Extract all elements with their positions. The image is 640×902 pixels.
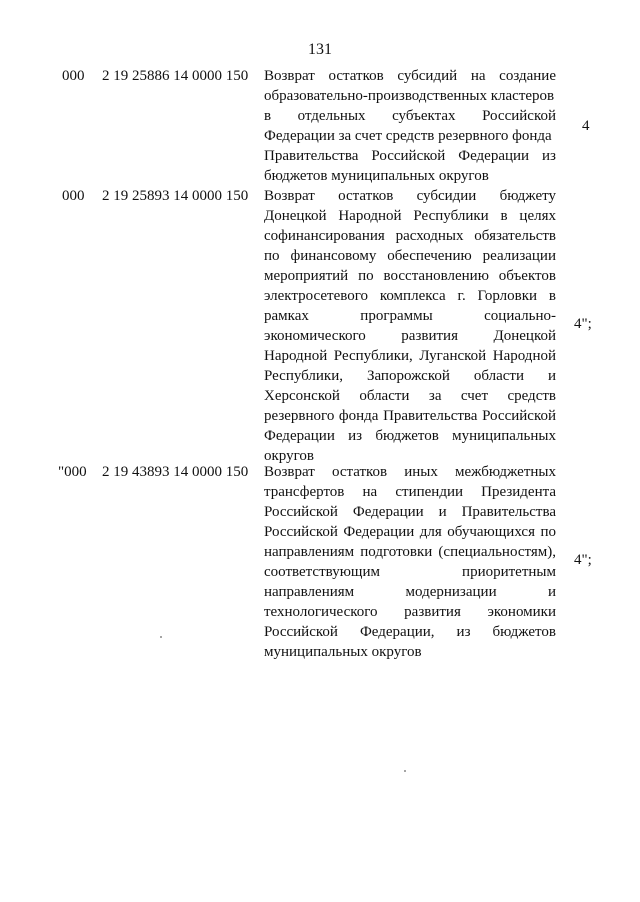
description-line: муниципальных округов	[264, 644, 422, 660]
description-line: в отдельных субъектах Российской	[264, 108, 556, 124]
description-line: Республики, Запорожской области и	[264, 368, 556, 384]
description-line: софинансирования расходных обязательств	[264, 228, 556, 244]
description-line: Федерации за счет средств резервного фонда	[264, 128, 552, 144]
admin-code: 000	[62, 68, 85, 84]
description-line: мероприятий по восстановлению объектов	[264, 268, 556, 284]
description-line: Российской Федерации и Правительства	[264, 504, 556, 520]
budget-classification-code: 2 19 25886 14 0000 150	[102, 68, 249, 84]
description-line: соответствующим приоритетным	[264, 564, 556, 580]
description-line: Возврат остатков иных межбюджетных	[264, 464, 556, 480]
admin-code: 000	[62, 188, 85, 204]
description-line: Федерации из бюджетов муниципальных	[264, 428, 556, 444]
scan-speck	[404, 770, 406, 772]
description-line: рамках программы социально-	[264, 308, 556, 324]
description-line: округов	[264, 448, 314, 464]
description-line: Херсонской области за счет средств	[264, 388, 556, 404]
description-line: образовательно-производственных кластеров	[264, 88, 555, 104]
revenue-description	[264, 462, 556, 662]
admin-code: "000	[58, 464, 87, 480]
description-line: направлениям модернизации и	[264, 584, 556, 600]
value-cell: 4";	[574, 552, 592, 568]
value-cell: 4";	[574, 316, 592, 332]
description-line: Российской Федерации для обучающихся по	[264, 524, 556, 540]
description-line: экономического развития Донецкой	[264, 328, 556, 344]
description-line: Правительства Российской Федерации из	[264, 148, 556, 164]
description-line: электросетевого комплекса г. Горловки в	[264, 288, 556, 304]
description-line: бюджетов муниципальных округов	[264, 168, 489, 184]
budget-classification-code: 2 19 25893 14 0000 150	[102, 188, 249, 204]
description-line: технологического развития экономики	[264, 604, 556, 620]
description-line: трансфертов на стипендии Президента	[264, 484, 556, 500]
scan-speck	[160, 636, 162, 638]
description-line: направлениям подготовки (специальностям),	[264, 544, 556, 560]
page-number: 131	[308, 41, 332, 58]
description-line: Возврат остатков субсидии бюджету	[264, 188, 556, 204]
description-line: по финансовому обеспечению реализации	[264, 248, 556, 264]
value-cell: 4	[582, 118, 590, 134]
budget-classification-code: 2 19 43893 14 0000 150	[102, 464, 249, 480]
description-line: резервного фонда Правительства Российской	[264, 408, 556, 424]
description-line: Донецкой Народной Республики в целях	[264, 208, 556, 224]
description-line: Российской Федерации, из бюджетов	[264, 624, 556, 640]
description-line: Возврат остатков субсидий на создание	[264, 68, 556, 84]
description-line: Народной Республики, Луганской Народной	[264, 348, 556, 364]
revenue-description	[264, 186, 556, 466]
revenue-description	[264, 66, 556, 186]
